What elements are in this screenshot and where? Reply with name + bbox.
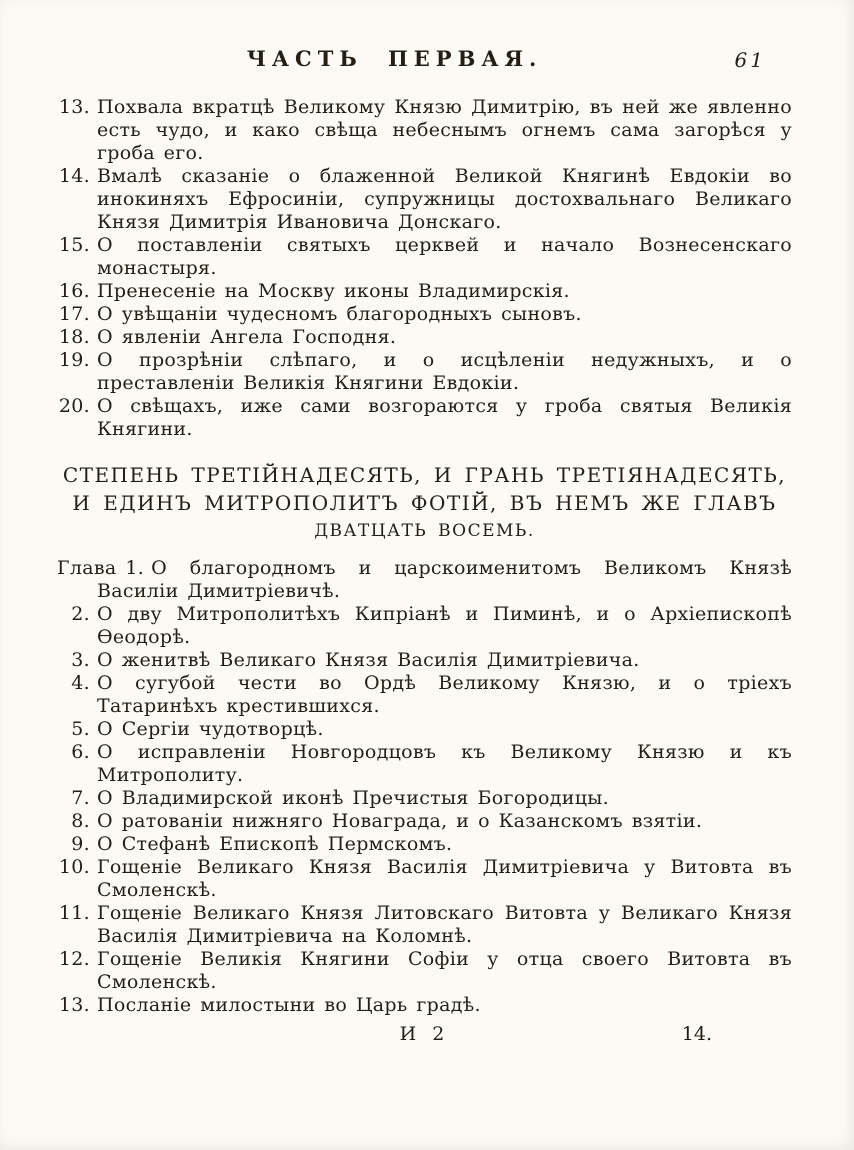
entry-text: О Стефанѣ Епископѣ Пермскомъ. (97, 833, 453, 855)
entry-number: 10. (58, 856, 90, 878)
section-heading (57, 461, 792, 545)
entry-number: 17. (58, 303, 90, 325)
toc-entry (57, 810, 792, 833)
toc-entry (57, 280, 792, 303)
toc-entry (57, 603, 792, 649)
toc-entry (57, 649, 792, 672)
entry-number: 3. (71, 649, 90, 671)
toc-entry (57, 718, 792, 741)
page-number: 61 (734, 48, 766, 72)
entry-number: 19. (58, 349, 90, 371)
toc-entry (57, 395, 792, 441)
toc-entry (57, 557, 792, 603)
entry-text: О увѣщаніи чудесномъ благородныхъ сыновъ. (97, 303, 582, 325)
entry-text: О прозрѣніи слѣпаго, и о исцѣленіи недужныхъ, и о преставленіи Великія Княгини Евдокіи. (97, 349, 792, 394)
entry-number: 9. (71, 833, 90, 855)
entry-text: Вмалѣ сказаніе о блаженной Великой Княгинѣ Евдокіи во инокиняхъ Ефросиніи, супружницы достохвальнаго Великаго Князя Димитрія Ивановича Донскаго. (97, 165, 792, 233)
toc-entry (57, 234, 792, 280)
toc-list-first (57, 96, 792, 441)
entry-number: 16. (58, 280, 90, 302)
toc-entry (57, 672, 792, 718)
entry-text: Посланіе милостыни во Царь градѣ. (97, 994, 481, 1016)
entry-number: 13. (58, 96, 90, 118)
entry-number: 6. (71, 741, 90, 763)
entry-number: 13. (58, 994, 90, 1016)
entry-text: Пренесеніе на Москву иконы Владимирскія. (97, 280, 570, 302)
entry-number: 8. (71, 810, 90, 832)
entry-number: 4. (71, 672, 90, 694)
running-title: ЧАСТЬ ПЕРВАЯ. (246, 46, 543, 71)
section-heading-line: ДВАТЦАТЬ ВОСЕМЬ. (314, 521, 535, 541)
page-footer (57, 1023, 792, 1049)
entry-text: О сугубой чести во Ордѣ Великому Князю, и о тріехъ Татаринѣхъ крестившихся. (97, 672, 792, 717)
entry-number: 2. (71, 603, 90, 625)
toc-entry (57, 994, 792, 1017)
entry-text: О Владимирской иконѣ Пречистыя Богородицы. (97, 787, 609, 809)
toc-entry (57, 349, 792, 395)
toc-entry (57, 833, 792, 856)
entry-text: О благородномъ и царскоименитомъ Великомъ Князѣ Василіи Димитріевичѣ. (97, 557, 792, 602)
toc-entry (57, 902, 792, 948)
entry-number: 20. (58, 395, 90, 417)
entry-number: 14. (58, 165, 90, 187)
signature-mark: И 2 (399, 1023, 450, 1045)
entry-text: Гощеніе Великаго Князя Литовскаго Витовта у Великаго Князя Василія Димитріевича на Коломнѣ. (97, 902, 792, 947)
section-heading-line: СТЕПЕНЬ ТРЕТІЙНАДЕСЯТЬ, И ГРАНЬ ТРЕТІЯНАДЕСЯТЬ, (62, 463, 787, 487)
entry-text: О Сергіи чудотворцѣ. (97, 718, 324, 740)
entry-text: О явленіи Ангела Господня. (97, 326, 397, 348)
toc-entry (57, 96, 792, 165)
section-heading-line: И ЕДИНЪ МИТРОПОЛИТЪ ФОТІЙ, ВЪ НЕМЪ ЖЕ ГЛАВЪ (72, 491, 777, 515)
entry-text: О ратованіи нижняго Новаграда, и о Казанскомъ взятіи. (97, 810, 703, 832)
entry-text: О женитвѣ Великаго Князя Василія Димитріевича. (97, 649, 640, 671)
entry-number: 5. (71, 718, 90, 740)
entry-number: 12. (58, 948, 90, 970)
toc-entry (57, 787, 792, 810)
entry-text: Гощеніе Великія Княгини Софіи у отца своего Витовта въ Смоленскѣ. (97, 948, 792, 993)
entry-number: 7. (71, 787, 90, 809)
entry-number: 18. (58, 326, 90, 348)
toc-entry (57, 326, 792, 349)
page-header (57, 46, 792, 76)
entry-number: 11. (58, 902, 90, 924)
entry-number: 15. (58, 234, 90, 256)
toc-list-second (57, 557, 792, 1017)
catchword: 14. (681, 1023, 712, 1045)
entry-text: О поставленіи святыхъ церквей и начало Вознесенскаго монастыря. (97, 234, 792, 279)
entry-text: О свѣщахъ, иже сами возгораются у гроба святыя Великія Княгини. (97, 395, 792, 440)
entry-text: О дву Митрополитѣхъ Кипріанѣ и Пиминѣ, и о Архіепископѣ Ѳеодорѣ. (97, 603, 792, 648)
toc-entry (57, 165, 792, 234)
toc-entry (57, 741, 792, 787)
toc-entry (57, 948, 792, 994)
entry-text: О исправленіи Новгородцовъ къ Великому Князю и къ Митрополиту. (97, 741, 792, 786)
toc-entry (57, 856, 792, 902)
entry-text: Гощеніе Великаго Князя Василія Димитріевича у Витовта въ Смоленскѣ. (97, 856, 792, 901)
entry-number: Глава 1. (57, 557, 145, 579)
entry-text: Похвала вкратцѣ Великому Князю Димитрію, въ ней же явленно есть чудо, и како свѣща небеснымъ огнемъ сама загорѣся у гроба его. (97, 96, 792, 164)
toc-entry (57, 303, 792, 326)
